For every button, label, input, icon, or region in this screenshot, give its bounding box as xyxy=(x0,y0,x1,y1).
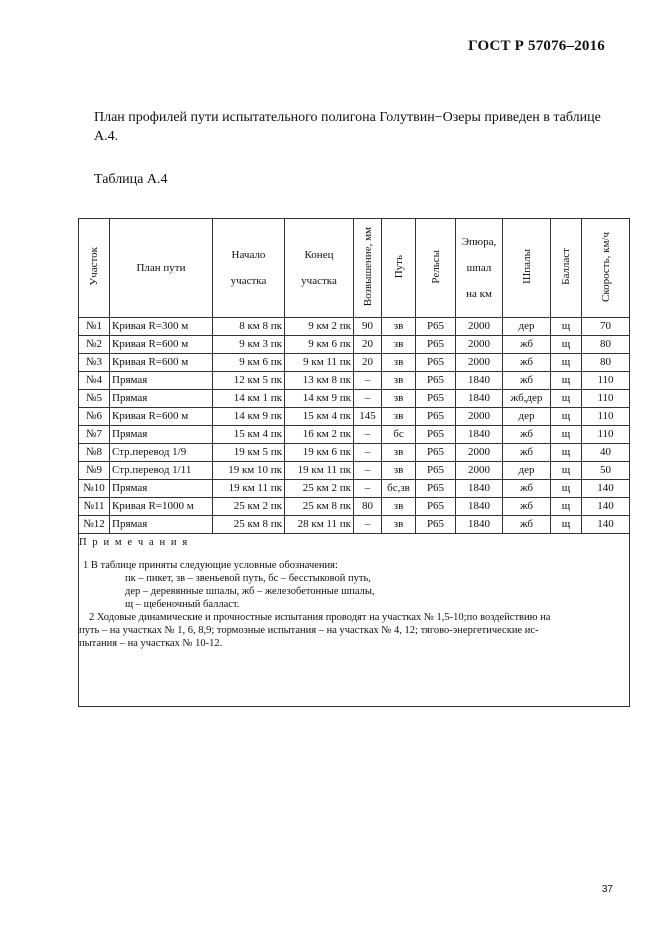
cell-plan: Кривая R=1000 м xyxy=(110,498,213,516)
cell-sleepers: жб,дер xyxy=(503,390,551,408)
cell-section: №12 xyxy=(79,516,110,534)
cell-track: бс,зв xyxy=(382,480,416,498)
cell-elevation: 80 xyxy=(354,498,382,516)
table-row xyxy=(79,498,630,516)
cell-start: 19 км 5 пк xyxy=(213,444,285,462)
cell-end: 25 км 2 пк xyxy=(285,480,354,498)
cell-sleeper-density: 1840 xyxy=(456,372,503,390)
cell-sleeper-density: 2000 xyxy=(456,408,503,426)
cell-section: №3 xyxy=(79,354,110,372)
cell-speed: 110 xyxy=(582,390,630,408)
cell-plan: Стр.перевод 1/9 xyxy=(110,444,213,462)
cell-ballast: щ xyxy=(551,516,582,534)
cell-sleepers: дер xyxy=(503,318,551,336)
notes-line-4: щ – щебеночный балласт. xyxy=(125,599,240,610)
cell-plan: Кривая R=600 м xyxy=(110,336,213,354)
cell-start: 19 км 11 пк xyxy=(213,480,285,498)
cell-rails: Р65 xyxy=(416,318,456,336)
table-row xyxy=(79,372,630,390)
header-sleeper-density: Эпюра, шпал на км xyxy=(456,219,503,318)
cell-track: зв xyxy=(382,444,416,462)
cell-speed: 140 xyxy=(582,516,630,534)
cell-end: 9 км 6 пк xyxy=(285,336,354,354)
header-ballast: Балласт xyxy=(551,219,582,318)
cell-start: 12 км 5 пк xyxy=(213,372,285,390)
cell-end: 15 км 4 пк xyxy=(285,408,354,426)
cell-end: 19 км 11 пк xyxy=(285,462,354,480)
notes-row xyxy=(79,534,630,707)
cell-end: 9 км 2 пк xyxy=(285,318,354,336)
cell-section: №7 xyxy=(79,426,110,444)
cell-rails: Р65 xyxy=(416,372,456,390)
cell-elevation: – xyxy=(354,462,382,480)
cell-speed: 110 xyxy=(582,372,630,390)
notes-line-2: пк – пикет, зв – звеньевой путь, бс – бесстыковой путь, xyxy=(125,573,371,584)
cell-track: зв xyxy=(382,354,416,372)
cell-start: 25 км 2 пк xyxy=(213,498,285,516)
header-start: Начало участка xyxy=(213,219,285,318)
table-row xyxy=(79,426,630,444)
cell-elevation: 90 xyxy=(354,318,382,336)
cell-start: 9 км 6 пк xyxy=(213,354,285,372)
cell-elevation: 20 xyxy=(354,336,382,354)
cell-rails: Р65 xyxy=(416,426,456,444)
cell-speed: 140 xyxy=(582,480,630,498)
cell-rails: Р65 xyxy=(416,408,456,426)
cell-ballast: щ xyxy=(551,480,582,498)
table-row xyxy=(79,390,630,408)
cell-sleepers: жб xyxy=(503,354,551,372)
cell-plan: Прямая xyxy=(110,480,213,498)
header-plan: План пути xyxy=(110,219,213,318)
cell-sleeper-density: 1840 xyxy=(456,426,503,444)
cell-ballast: щ xyxy=(551,408,582,426)
cell-end: 25 км 8 пк xyxy=(285,498,354,516)
notes-title: П р и м е ч а н и я xyxy=(79,537,189,548)
cell-rails: Р65 xyxy=(416,462,456,480)
table-row xyxy=(79,354,630,372)
cell-section: №2 xyxy=(79,336,110,354)
cell-elevation: – xyxy=(354,426,382,444)
cell-elevation: – xyxy=(354,516,382,534)
cell-ballast: щ xyxy=(551,354,582,372)
cell-sleepers: жб xyxy=(503,426,551,444)
cell-sleepers: жб xyxy=(503,516,551,534)
cell-elevation: – xyxy=(354,372,382,390)
notes-line-7: пытания – на участках № 10-12. xyxy=(79,638,223,649)
cell-end: 28 км 11 пк xyxy=(285,516,354,534)
cell-plan: Кривая R=600 м xyxy=(110,354,213,372)
cell-start: 15 км 4 пк xyxy=(213,426,285,444)
cell-rails: Р65 xyxy=(416,390,456,408)
cell-sleeper-density: 1840 xyxy=(456,498,503,516)
cell-section: №9 xyxy=(79,462,110,480)
cell-section: №4 xyxy=(79,372,110,390)
cell-track: зв xyxy=(382,372,416,390)
cell-sleepers: дер xyxy=(503,462,551,480)
cell-sleeper-density: 2000 xyxy=(456,336,503,354)
cell-rails: Р65 xyxy=(416,444,456,462)
cell-section: №8 xyxy=(79,444,110,462)
table-row xyxy=(79,318,630,336)
table-header-row xyxy=(79,219,630,318)
table-caption: Таблица А.4 xyxy=(94,172,168,187)
header-elevation: Возвышение, мм xyxy=(354,219,382,318)
cell-speed: 70 xyxy=(582,318,630,336)
cell-sleeper-density: 2000 xyxy=(456,354,503,372)
table-row xyxy=(79,444,630,462)
cell-ballast: щ xyxy=(551,372,582,390)
cell-ballast: щ xyxy=(551,336,582,354)
cell-speed: 40 xyxy=(582,444,630,462)
header-section: Участок xyxy=(79,219,110,318)
cell-sleeper-density: 2000 xyxy=(456,318,503,336)
cell-section: №5 xyxy=(79,390,110,408)
cell-sleeper-density: 2000 xyxy=(456,462,503,480)
cell-track: зв xyxy=(382,390,416,408)
track-profile-table-wrapper xyxy=(78,218,629,707)
header-sleepers: Шпалы xyxy=(503,219,551,318)
notes-line-6: путь – на участках № 1, 6, 8,9; тормозные испытания – на участках № 4, 12; тягово-энергетические ис- xyxy=(79,625,539,636)
header-speed: Скорость, км/ч xyxy=(582,219,630,318)
cell-elevation: – xyxy=(354,390,382,408)
cell-ballast: щ xyxy=(551,498,582,516)
cell-elevation: – xyxy=(354,480,382,498)
cell-speed: 140 xyxy=(582,498,630,516)
document-code: ГОСТ Р 57076–2016 xyxy=(468,38,605,54)
cell-plan: Прямая xyxy=(110,426,213,444)
track-profile-table xyxy=(78,218,630,707)
cell-rails: Р65 xyxy=(416,336,456,354)
cell-sleepers: жб xyxy=(503,480,551,498)
cell-speed: 50 xyxy=(582,462,630,480)
cell-end: 13 км 8 пк xyxy=(285,372,354,390)
cell-sleeper-density: 1840 xyxy=(456,480,503,498)
cell-plan: Кривая R=600 м xyxy=(110,408,213,426)
cell-rails: Р65 xyxy=(416,480,456,498)
cell-section: №11 xyxy=(79,498,110,516)
table-body xyxy=(79,318,630,534)
table-row xyxy=(79,336,630,354)
cell-track: зв xyxy=(382,516,416,534)
cell-sleepers: дер xyxy=(503,408,551,426)
cell-track: зв xyxy=(382,462,416,480)
header-track: Путь xyxy=(382,219,416,318)
cell-plan: Прямая xyxy=(110,516,213,534)
cell-start: 9 км 3 пк xyxy=(213,336,285,354)
cell-start: 25 км 8 пк xyxy=(213,516,285,534)
cell-elevation: – xyxy=(354,444,382,462)
cell-plan: Кривая R=300 м xyxy=(110,318,213,336)
cell-track: бс xyxy=(382,426,416,444)
cell-ballast: щ xyxy=(551,444,582,462)
table-row xyxy=(79,516,630,534)
cell-track: зв xyxy=(382,408,416,426)
cell-plan: Прямая xyxy=(110,372,213,390)
notes-cell xyxy=(79,534,630,707)
cell-sleeper-density: 2000 xyxy=(456,444,503,462)
cell-start: 14 км 9 пк xyxy=(213,408,285,426)
cell-ballast: щ xyxy=(551,318,582,336)
cell-rails: Р65 xyxy=(416,498,456,516)
cell-end: 9 км 11 пк xyxy=(285,354,354,372)
cell-end: 16 км 2 пк xyxy=(285,426,354,444)
page-number: 37 xyxy=(601,884,613,895)
table-row xyxy=(79,408,630,426)
cell-elevation: 145 xyxy=(354,408,382,426)
cell-rails: Р65 xyxy=(416,516,456,534)
table-row xyxy=(79,462,630,480)
cell-speed: 110 xyxy=(582,426,630,444)
cell-sleepers: жб xyxy=(503,336,551,354)
cell-sleepers: жб xyxy=(503,498,551,516)
cell-end: 19 км 6 пк xyxy=(285,444,354,462)
cell-plan: Стр.перевод 1/11 xyxy=(110,462,213,480)
header-rails: Рельсы xyxy=(416,219,456,318)
notes-line-5: 2 Ходовые динамические и прочностные испытания проводят на участках № 1,5-10;по воздействию на xyxy=(89,612,551,623)
cell-plan: Прямая xyxy=(110,390,213,408)
table-row xyxy=(79,480,630,498)
cell-sleeper-density: 1840 xyxy=(456,516,503,534)
cell-end: 14 км 9 пк xyxy=(285,390,354,408)
cell-ballast: щ xyxy=(551,426,582,444)
cell-sleepers: жб xyxy=(503,444,551,462)
cell-elevation: 20 xyxy=(354,354,382,372)
cell-sleeper-density: 1840 xyxy=(456,390,503,408)
cell-sleepers: жб xyxy=(503,372,551,390)
cell-start: 19 км 10 пк xyxy=(213,462,285,480)
header-end: Конец участка xyxy=(285,219,354,318)
cell-start: 8 км 8 пк xyxy=(213,318,285,336)
cell-section: №10 xyxy=(79,480,110,498)
cell-rails: Р65 xyxy=(416,354,456,372)
intro-paragraph: План профилей пути испытательного полигона Голутвин−Озеры приведен в таблице А.4. xyxy=(94,110,601,144)
cell-section: №6 xyxy=(79,408,110,426)
cell-start: 14 км 1 пк xyxy=(213,390,285,408)
cell-track: зв xyxy=(382,318,416,336)
cell-section: №1 xyxy=(79,318,110,336)
cell-track: зв xyxy=(382,498,416,516)
cell-ballast: щ xyxy=(551,390,582,408)
notes-line-3: дер – деревянные шпалы, жб – железобетонные шпалы, xyxy=(125,586,375,597)
cell-speed: 110 xyxy=(582,408,630,426)
cell-ballast: щ xyxy=(551,462,582,480)
cell-speed: 80 xyxy=(582,354,630,372)
notes-line-1: 1 В таблице приняты следующие условные обозначения: xyxy=(83,560,338,571)
cell-track: зв xyxy=(382,336,416,354)
cell-speed: 80 xyxy=(582,336,630,354)
